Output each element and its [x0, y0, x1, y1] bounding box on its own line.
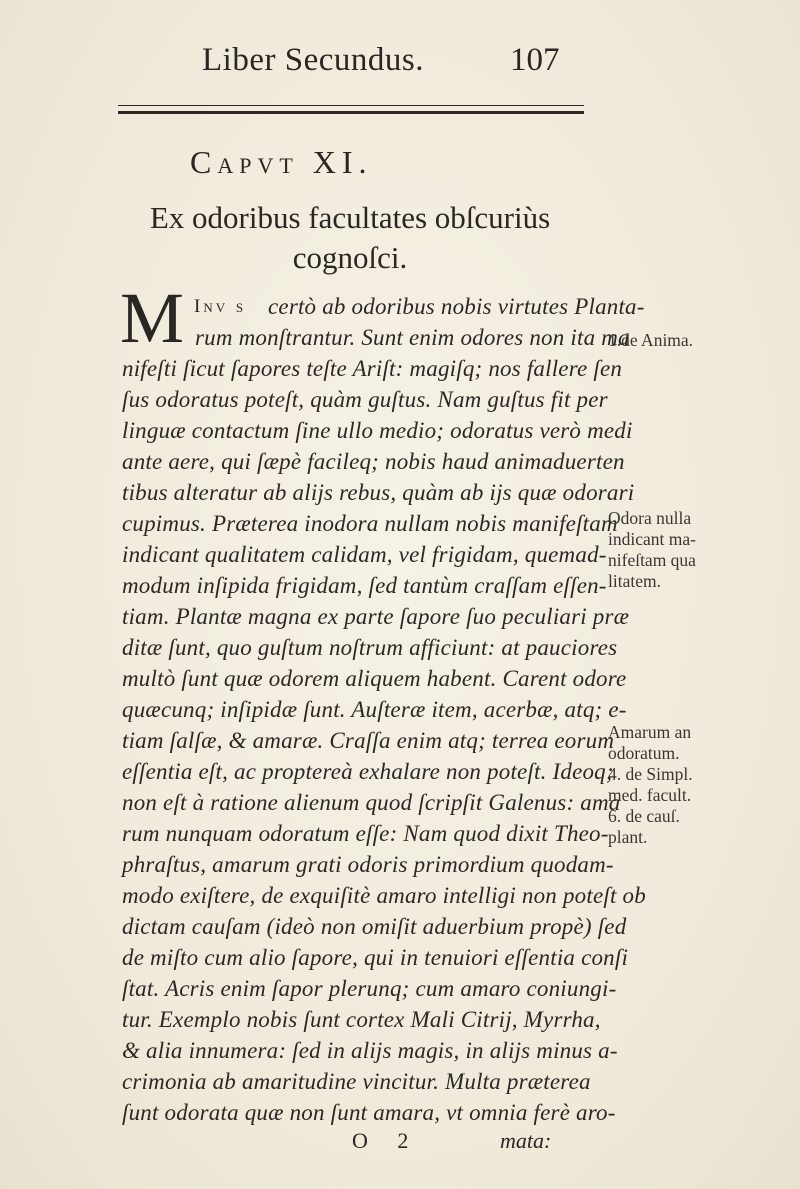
margin-note: litatem. [608, 571, 661, 591]
text-line: indicant qualitatem calidam, vel frigidam, quemad- [122, 542, 607, 567]
margin-note: 6. de cauſ. [608, 806, 680, 826]
text-line: modo exiſtere, de exquiſitè amaro intelligi non poteſt ob [122, 883, 646, 908]
text-line: non eſt à ratione alienum quod ſcripſit Galenus: ama [122, 790, 621, 815]
text-line: certò ab odoribus nobis virtutes Planta- [268, 294, 645, 319]
margin-note: med. facult. [608, 785, 692, 805]
header-rule-thin [118, 105, 584, 106]
header-rule-thick [118, 111, 584, 114]
signature-mark: O 2 [352, 1128, 421, 1153]
text-line: rum monſtrantur. Sunt enim odores non ita ma [195, 325, 630, 350]
text-line: nifeſti ſicut ſapores teſte Ariſt: magiſq; nos fallere ſen [122, 356, 623, 381]
page-number: 107 [510, 42, 560, 78]
text-line: ſus odoratus poteſt, quàm guſtus. Nam guſtus fit per [122, 387, 608, 412]
text-line: cupimus. Præterea inodora nullam nobis manifeſtam [122, 511, 618, 536]
text-line: crimonia ab amaritudine vincitur. Multa præterea [122, 1069, 591, 1094]
margin-note: indicant ma- [608, 529, 696, 549]
margin-note: Odora nulla [608, 508, 692, 528]
text-line: ſunt odorata quæ non ſunt amara, vt omnia ferè aro- [122, 1100, 616, 1125]
chapter-title: Ex odoribus facultates obſcuriùs cognoſci. [149, 200, 551, 275]
text-line: & alia innumera: ſed in alijs magis, in alijs minus a- [122, 1038, 618, 1063]
text-line: eſſentia eſt, ac proptereà exhalare non poteſt. Ideoq; [122, 759, 614, 784]
text-line: tur. Exemplo nobis ſunt cortex Mali Citrij, Myrrha, [122, 1007, 601, 1032]
catchword: mata: [500, 1128, 552, 1153]
text-line: phraſtus, amarum grati odoris primordium quodam- [122, 852, 614, 877]
margin-note: 4. de Simpl. [608, 764, 693, 784]
text-line: tiam ſalſæ, & amaræ. Craſſa enim atq; terrea eorum [122, 728, 615, 753]
margin-note: odoratum. [608, 743, 680, 763]
margin-note: Amarum an [608, 722, 692, 742]
chapter-heading: Capvt XI. [190, 144, 373, 180]
text-line: ante aere, qui ſæpè facileq; nobis haud animaduerten [122, 449, 625, 474]
text-line: dictam cauſam (ideò non omiſit aduerbium propè) ſed [122, 914, 627, 939]
text-line: ditæ ſunt, quo guſtum noſtrum afficiunt: at pauciores [122, 635, 618, 660]
running-title: Liber Secundus. [202, 42, 424, 78]
margin-note: nifeſtam qua [608, 550, 696, 570]
drop-cap: M [120, 278, 185, 358]
text-line: multò ſunt quæ odorem aliquem habent. Carent odore [122, 666, 627, 691]
text-line: de miſto cum alio ſapore, qui in tenuiori eſſentia conſi [122, 945, 629, 970]
margin-note: plant. [608, 827, 648, 847]
text-line: ſtat. Acris enim ſapor plerunq; cum amaro coniungi- [122, 976, 617, 1001]
margin-note: 1.de Anima. [608, 330, 694, 350]
text-line: rum nunquam odoratum eſſe: Nam quod dixit Theo- [122, 821, 609, 846]
text-line: tiam. Plantæ magna ex parte ſapore ſuo peculiari præ [122, 604, 630, 629]
text-line: linguæ contactum ſine ullo medio; odoratus verò medi [122, 418, 633, 443]
text-line: tibus alteratur ab alijs rebus, quàm ab ijs quæ odorari [122, 480, 635, 505]
text-line: quæcunq; inſipidæ ſunt. Auſteræ item, acerbæ, atq; e- [122, 697, 627, 722]
incipit: Inv s [194, 296, 247, 317]
text-line: modum inſipida frigidam, ſed tantùm craſſam eſſen- [122, 573, 607, 598]
